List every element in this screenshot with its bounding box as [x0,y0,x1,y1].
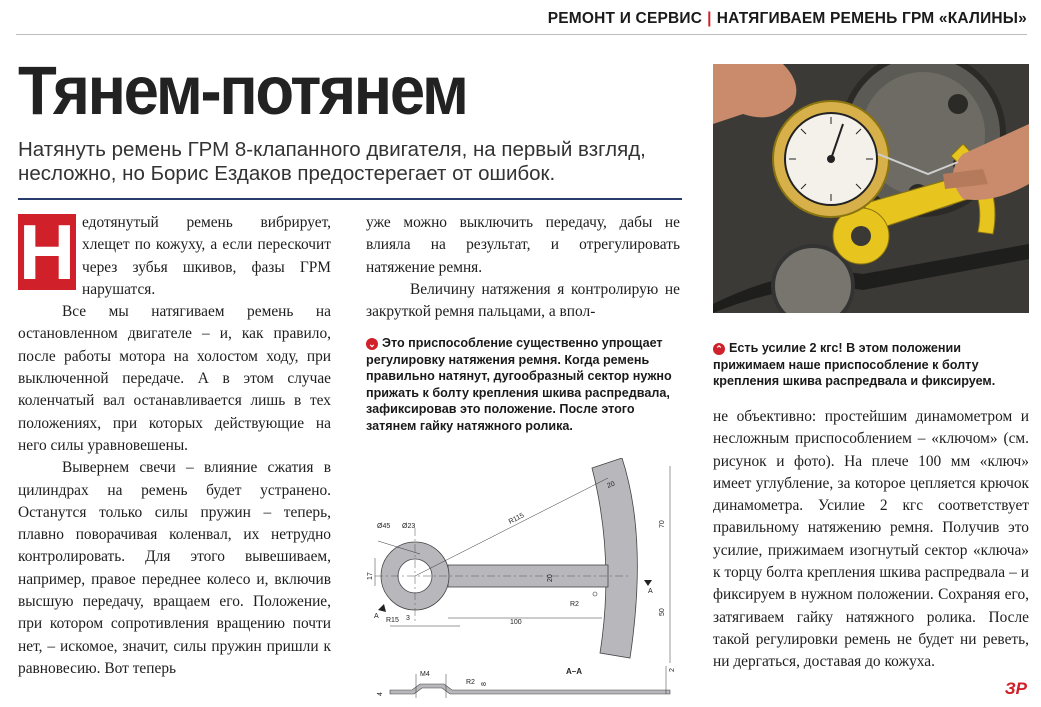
dim-label: 8 [481,682,488,686]
lead-divider [18,198,682,200]
dim-label: 17 [367,572,374,580]
dim-label: Ø45 [377,523,391,530]
article-column-3 [713,406,1029,674]
dim-label: 2 [669,668,676,672]
article-topic: НАТЯГИВАЕМ РЕМЕНЬ ГРМ «КАЛИНЫ» [716,10,1027,27]
caption-text: Это приспособление существенно упрощает регулировку натяжения ремня. Когда ремень правильно натянут, дугообразный сектор нужно прижать к болту крепления шкива распредвала, зафиксировав это положение. После этого затянем гайку натяжного ролика. [366,336,672,433]
chevron-down-icon: ⌄ [366,338,378,350]
magazine-logo: ЗР [1004,679,1027,698]
page-title: Тянем-потянем [18,52,467,129]
tool-drawing [360,458,690,705]
caption-text: Есть усилие 2 кгс! В этом положении прижимаем наше приспособление к болту крепления шкива распредвала и фиксируем. [713,341,996,388]
arc-sector [592,458,637,658]
dim-label: R15 [386,617,399,624]
dim-label: M4 [420,671,430,678]
dim-label: 4 [377,692,384,696]
dim-label: 70 [659,520,666,528]
dim-label: A [374,613,379,620]
dim-label: Ø23 [402,523,416,530]
paragraph: едотянутый ремень вибрирует, хлещет по кожуху, а если перескочит через зубья шкивов, фазы ГРМ нарушатся. [82,214,331,298]
paragraph: Вывернем свечи – влияние сжатия в цилиндрах на ремень будет устранено. Останутся только силы пружин – теперь, плавно поворачивая коленвал, их нетрудно контролировать. Для этого вывешиваем, например, правое переднее колесо и, включив высшую передачу, вращаем его. Положение, при котором сопротивления вращению почти нет, – искомое, значит, силы пружин пришли к равновесию. Вот теперь [18,459,331,677]
dim-label: 3 [406,615,410,622]
article-photo [713,64,1029,313]
header-divider [16,34,1027,35]
drop-cap: Н [18,208,76,296]
header-separator: | [707,10,712,27]
paragraph: Величину натяжения я контролирую не закруткой ремня пальцами, а впол- [366,280,680,321]
section-name: РЕМОНТ И СЕРВИС [547,10,703,27]
article-column-1 [18,208,331,680]
dim-label: 20 [606,480,617,490]
section-header [548,6,1027,32]
photo-caption [713,340,1031,390]
lead-paragraph: Натянуть ремень ГРМ 8-клапанного двигателя, на первый взгляд, несложно, но Борис Ездаков предостерегает от ошибок. [18,138,646,185]
dim-label: R2 [570,601,579,608]
paragraph: Все мы натягиваем ремень на остановленном двигателе – и, как правило, после работы мотора на холостом ходу, при выключенной передаче. А в этом случае коленчатый вал останавливается лишь в тех положениях, при которых действующие на него силы уравновешены. [18,303,331,454]
chevron-up-icon: ⌃ [713,343,725,355]
dim-label: A [648,588,653,595]
dim-label: R2 [466,679,475,686]
paragraph: не объективно: простейшим динамометром и несложным приспособлением – «ключом» (см. рисунок и фото). На плече 100 мм «ключ» имеет углубление, за которое цепляется крючок динамометра. Усилие 2 кгс соответствует правильному натяжению ремня. Получив это усилие, прижимаем изогнутый сектор «ключа» к торцу болта крепления шкива распредвала – и фиксируем в нужном положении. Сохраняя его, затягиваем гайку натяжного ролика. После такой регулировки ремень не будет ни реветь, ни дергаться, доставая до кожуха. [713,408,1029,671]
dim-label: 100 [510,619,522,626]
dim-label: 20 [547,574,554,582]
section-view [390,684,670,694]
article-column-2 [366,212,680,323]
section-label: A–A [566,667,583,676]
drawing-caption [366,335,682,434]
dim-label: 50 [659,608,666,616]
paragraph: уже можно выключить передачу, дабы не влияла на результат, и отрегулировать натяжение ремня. [366,214,680,276]
dim-label: R115 [507,512,526,526]
